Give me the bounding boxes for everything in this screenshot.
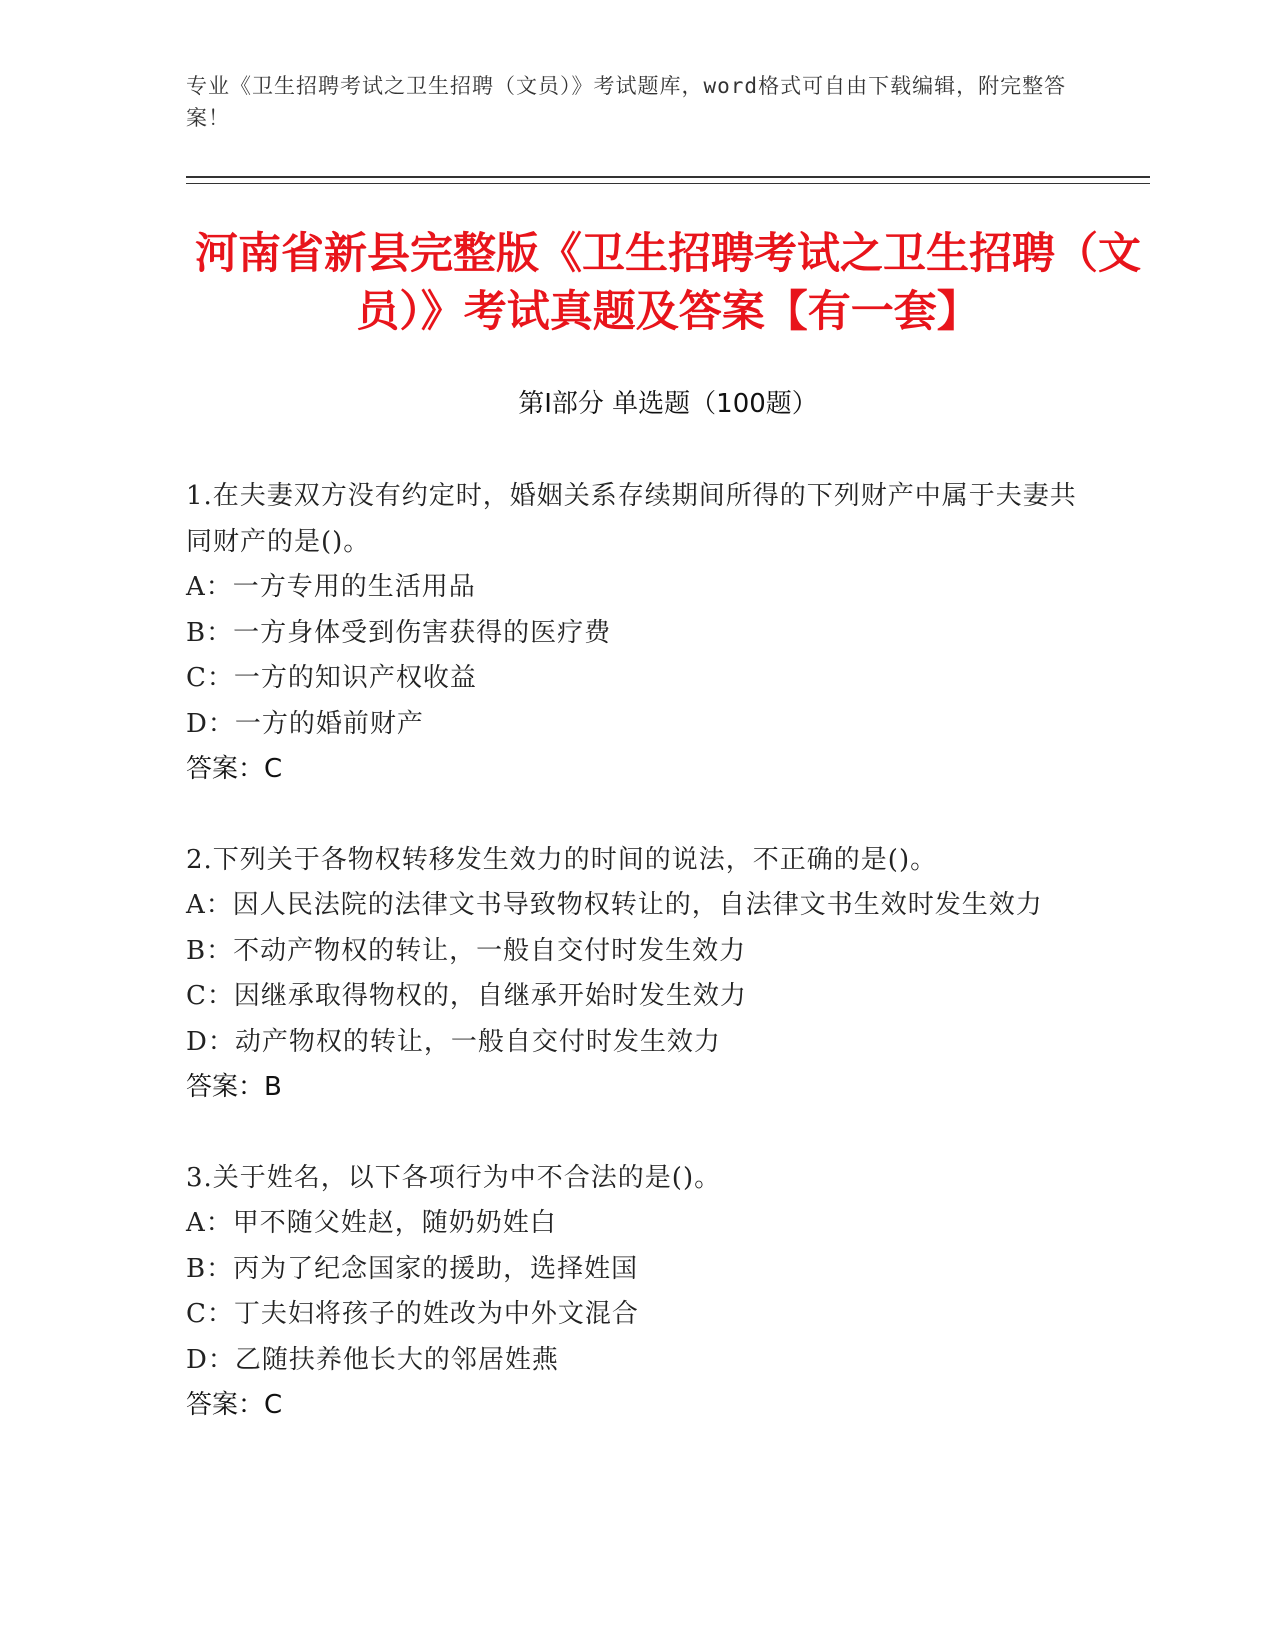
header-divider-thin <box>186 183 1150 184</box>
option-d: D：乙随扶养他长大的邻居姓燕 <box>186 1344 559 1375</box>
answer: 答案：C <box>186 754 283 784</box>
question-stem: 2.下列关于各物权转移发生效力的时间的说法，不正确的是()。 <box>186 844 938 875</box>
question-stem: 3.关于姓名，以下各项行为中不合法的是()。 <box>186 1162 722 1193</box>
option-c: C：因继承取得物权的，自继承开始时发生效力 <box>186 981 747 1011</box>
question-3 <box>186 1156 1086 1429</box>
question-stem: 1.在夫妻双方没有约定时，婚姻关系存续期间所得的下列财产中属于夫妻共同财产的是()。 <box>186 481 1077 557</box>
option-c: C：一方的知识产权收益 <box>186 663 477 693</box>
option-a: A：因人民法院的法律文书导致物权转让的，自法律文书生效时发生效力 <box>186 890 1043 920</box>
question-list <box>186 474 1086 1474</box>
header-divider-thick <box>186 176 1150 178</box>
option-d: D：动产物权的转让，一般自交付时发生效力 <box>186 1026 721 1057</box>
header-note: 专业《卫生招聘考试之卫生招聘（文员）》考试题库，word格式可自由下载编辑，附完整答案！ <box>186 74 1067 130</box>
option-a: A：一方专用的生活用品 <box>186 572 476 602</box>
answer: 答案：B <box>186 1072 282 1102</box>
section-heading: 第Ⅰ部分 单选题（100题） <box>518 389 818 419</box>
option-b: B：不动产物权的转让，一般自交付时发生效力 <box>186 935 747 966</box>
option-c: C：丁夫妇将孩子的姓改为中外文混合 <box>186 1299 639 1329</box>
question-2 <box>186 838 1086 1111</box>
answer: 答案：C <box>186 1390 283 1420</box>
option-b: B：一方身体受到伤害获得的医疗费 <box>186 617 612 648</box>
option-a: A：甲不随父姓赵，随奶奶姓白 <box>186 1208 557 1238</box>
option-d: D：一方的婚前财产 <box>186 708 424 739</box>
question-1 <box>186 474 1086 793</box>
option-b: B：丙为了纪念国家的援助，选择姓国 <box>186 1253 639 1284</box>
document-title: 河南省新县完整版《卫生招聘考试之卫生招聘（文员）》考试真题及答案【有一套】 <box>195 229 1141 337</box>
